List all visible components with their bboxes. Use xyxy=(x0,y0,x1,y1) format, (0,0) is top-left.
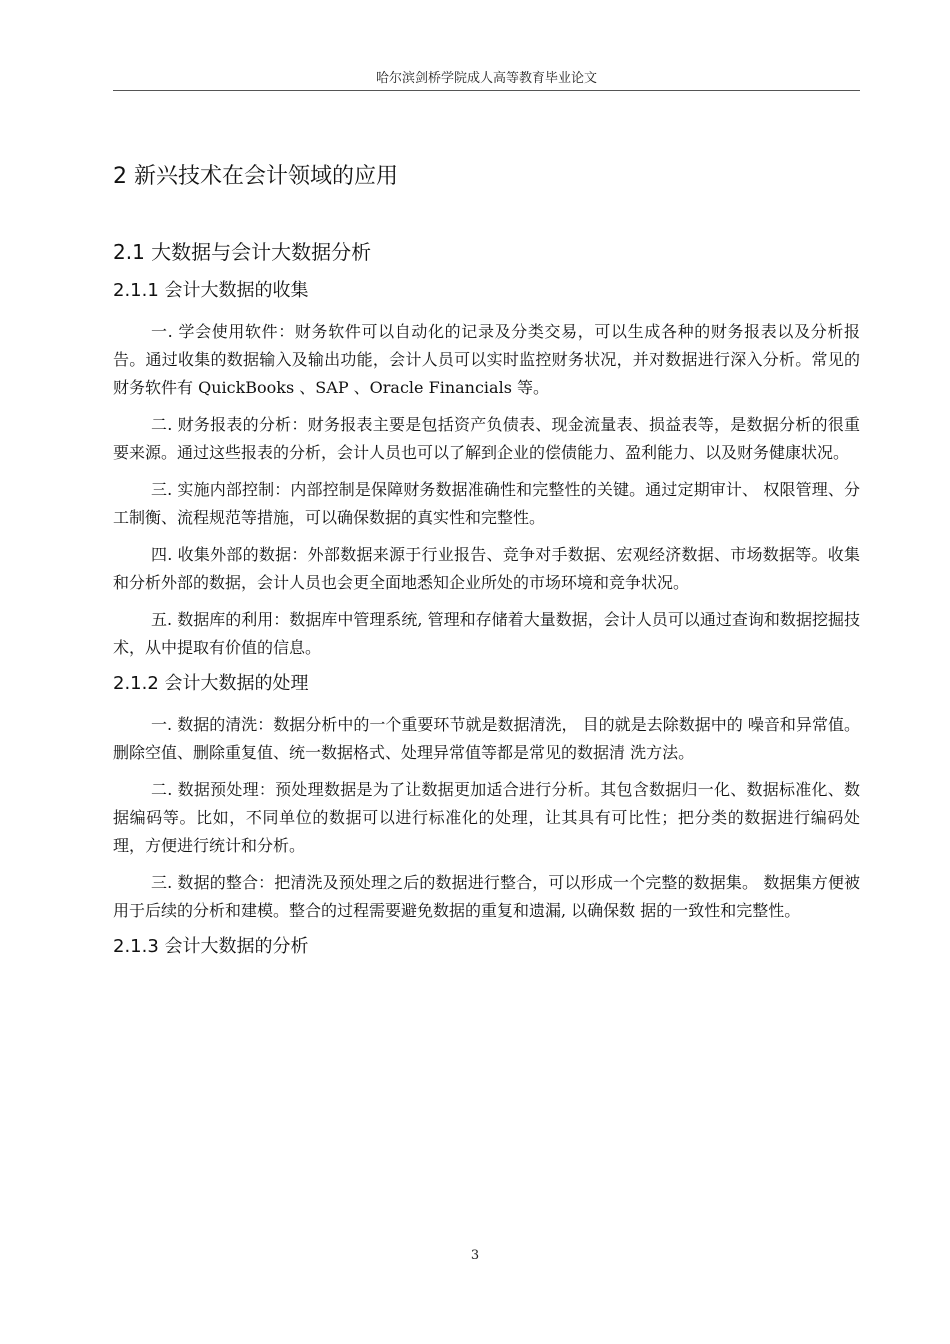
paragraph: 三. 数据的整合：把清洗及预处理之后的数据进行整合，可以形成一个完整的数据集。 数据集方便被用于后续的分析和建模。整合的过程需要避免数据的重复和遗漏, 以确保数 据的一致性和完整性。 xyxy=(113,873,860,920)
paragraph: 三. 实施内部控制：内部控制是保障财务数据准确性和完整性的关键。通过定期审计、 权限管理、分工制衡、流程规范等措施，可以确保数据的真实性和完整性。 xyxy=(113,480,860,527)
page-body xyxy=(113,150,860,974)
paragraph: 一. 数据的清洗：数据分析中的一个重要环节就是数据清洗， 目的就是去除数据中的 噪音和异常值。删除空值、删除重复值、统一数据格式、处理异常值等都是常见的数据清 洗方法。 xyxy=(113,715,860,762)
header-divider xyxy=(113,90,860,91)
paragraph: 二. 财务报表的分析：财务报表主要是包括资产负债表、现金流量表、损益表等，是数据分析的很重要来源。通过这些报表的分析，会计人员也可以了解到企业的偿债能力、盈利能力、以及财务健康状况。 xyxy=(113,415,860,462)
section-2-1-1-title: 2.1.1 会计大数据的收集 xyxy=(113,280,309,301)
section-2-1-2-title: 2.1.2 会计大数据的处理 xyxy=(113,673,309,694)
running-header: 哈尔滨剑桥学院成人高等教育毕业论文 xyxy=(375,71,597,86)
chapter-title: 2 新兴技术在会计领域的应用 xyxy=(113,164,398,189)
paragraph: 一. 学会使用软件：财务软件可以自动化的记录及分类交易，可以生成各种的财务报表以及分析报告。通过收集的数据输入及输出功能，会计人员可以实时监控财务状况，并对数据进行深入分析。常见的财务软件有 QuickBooks 、SAP 、Oracle Financials 等。 xyxy=(113,322,860,397)
paragraph: 二. 数据预处理：预处理数据是为了让数据更加适合进行分析。其包含数据归一化、数据标准化、数据编码等。比如，不同单位的数据可以进行标准化的处理，让其具有可比性；把分类的数据进行编码处理，方便进行统计和分析。 xyxy=(113,780,860,855)
section-2-1-title: 2.1 大数据与会计大数据分析 xyxy=(113,240,372,264)
paragraph: 四. 收集外部的数据：外部数据来源于行业报告、竞争对手数据、宏观经济数据、市场数据等。收集和分析外部的数据，会计人员也会更全面地悉知企业所处的市场环境和竞争状况。 xyxy=(113,545,860,592)
paragraph: 五. 数据库的利用：数据库中管理系统, 管理和存储着大量数据，会计人员可以通过查询和数据挖掘技术，从中提取有价值的信息。 xyxy=(113,610,860,657)
section-2-1-3-title: 2.1.3 会计大数据的分析 xyxy=(113,936,309,957)
page-number: 3 xyxy=(470,1248,480,1263)
